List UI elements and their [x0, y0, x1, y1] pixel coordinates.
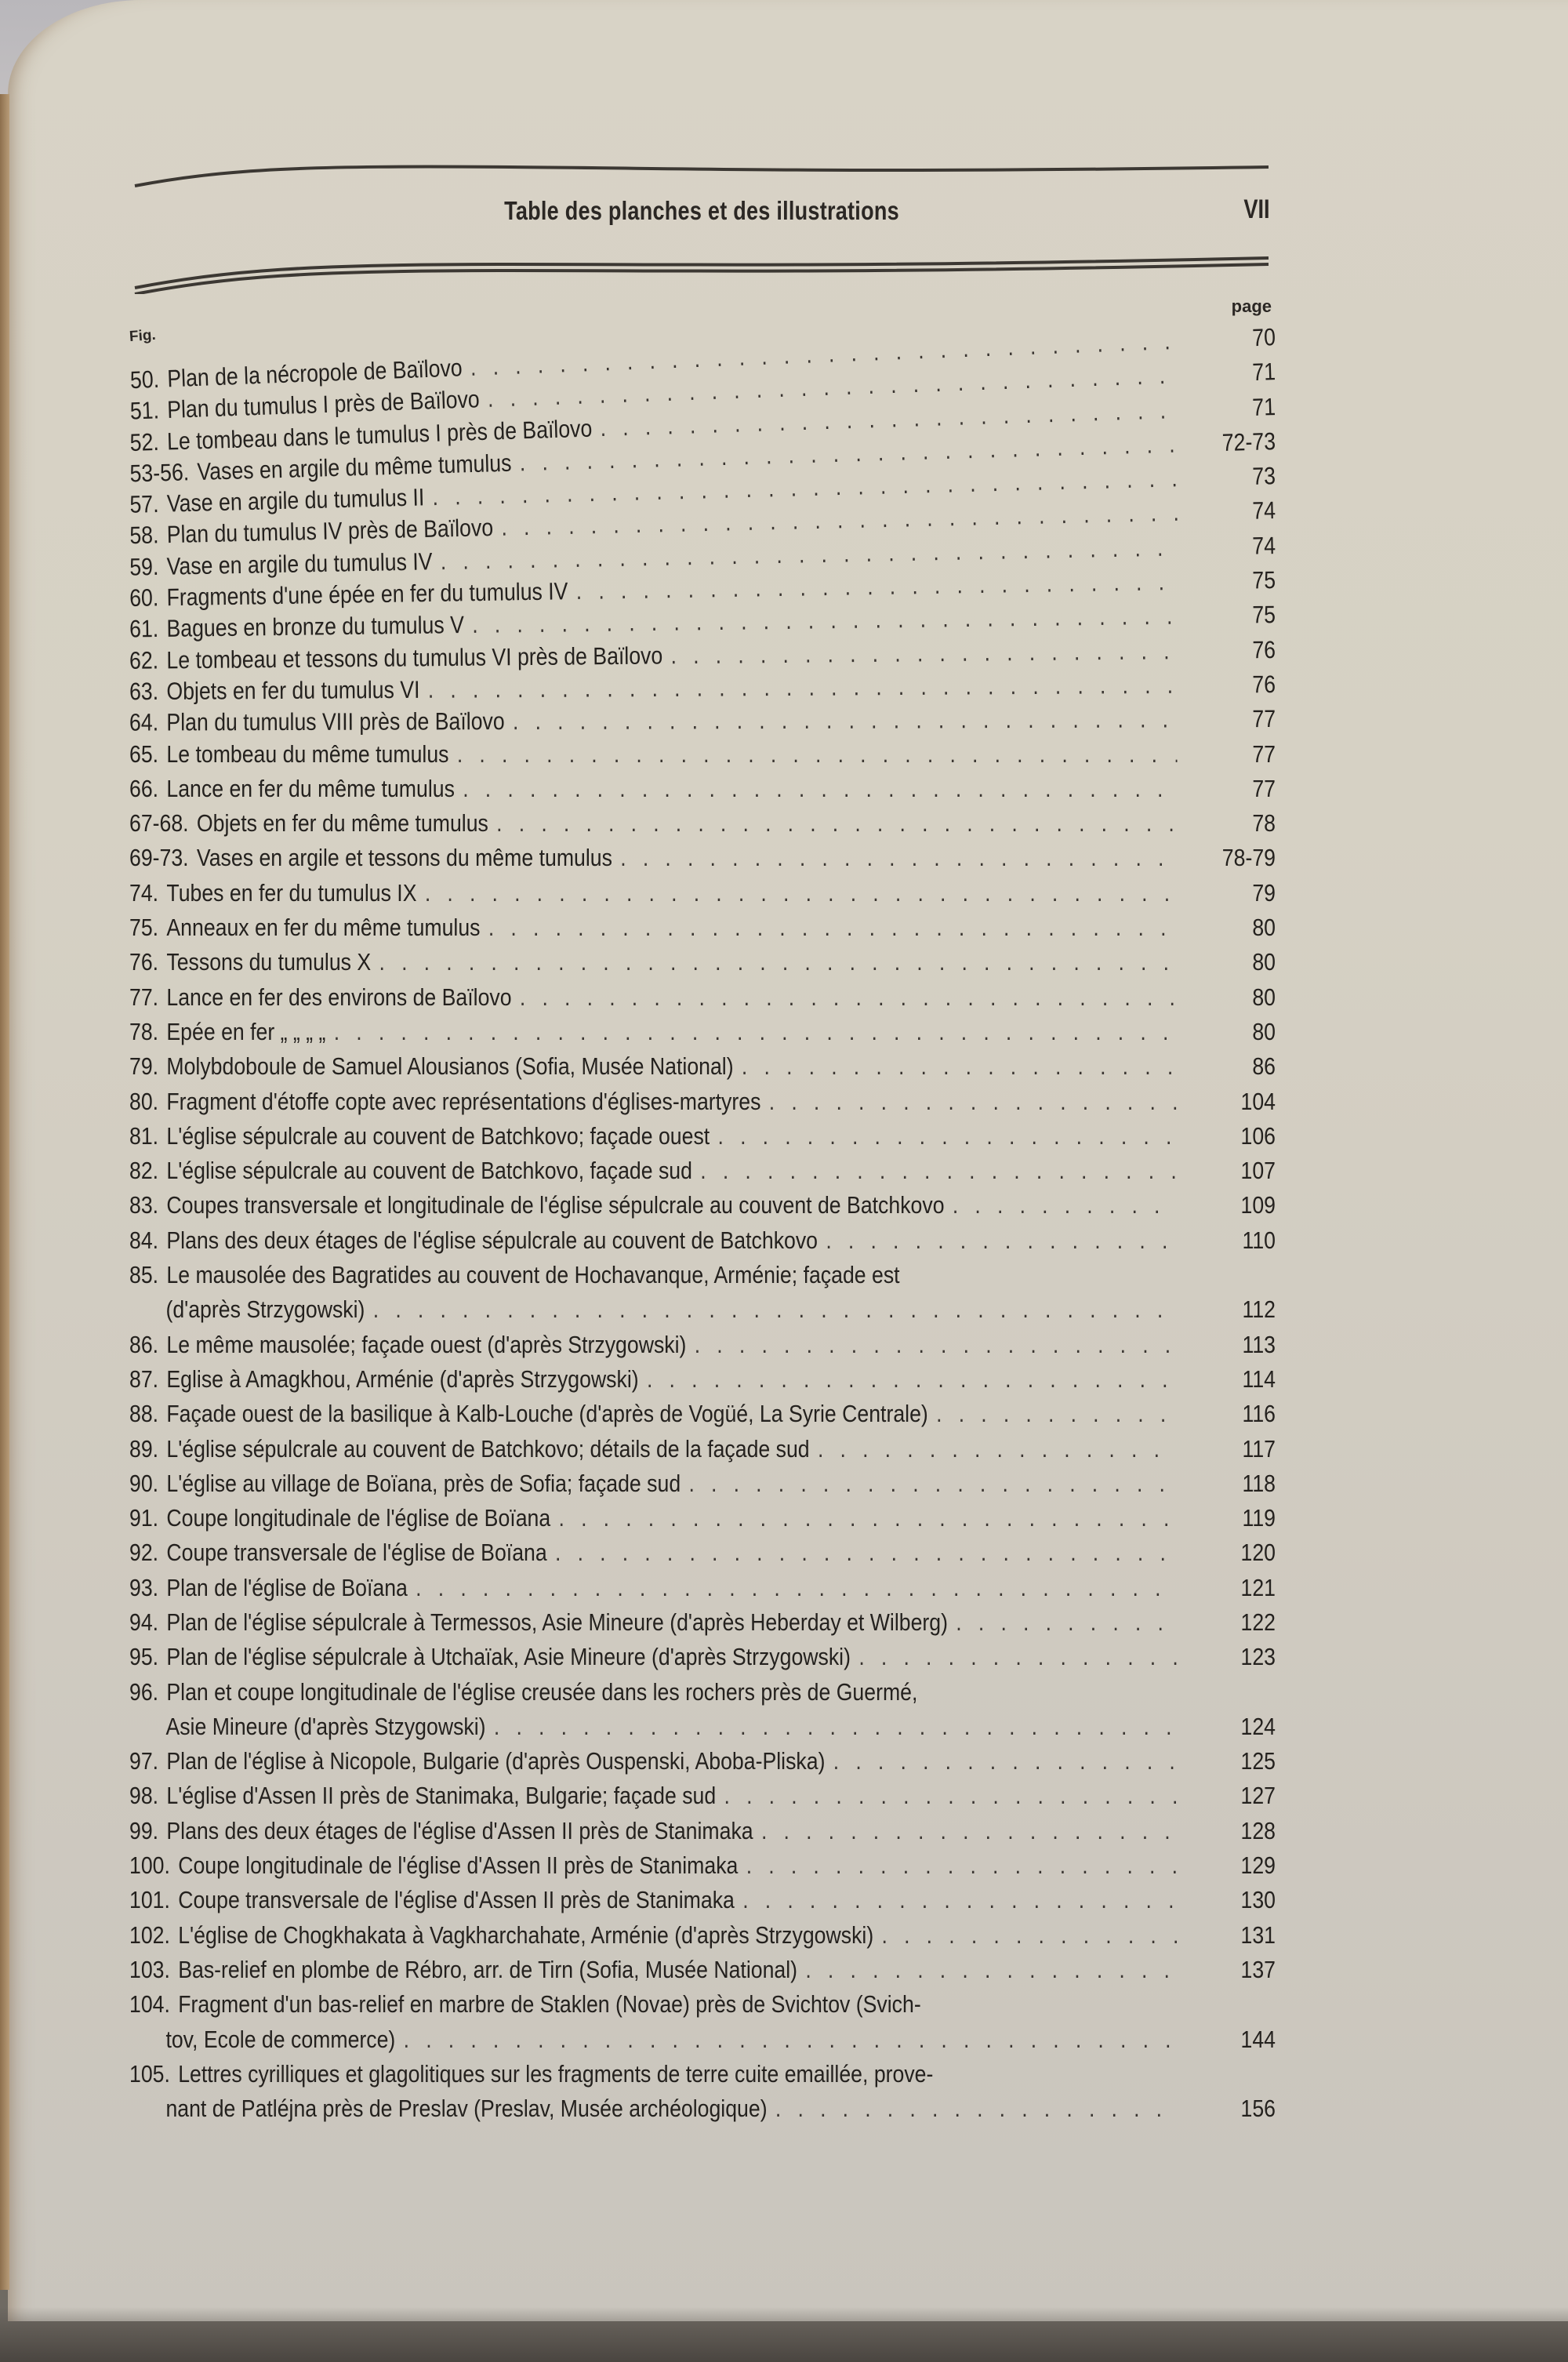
figure-number: 88. — [129, 1400, 159, 1428]
figure-caption: Coupe longitudinale de l'église de Boïana — [166, 1504, 551, 1532]
figure-entry — [129, 1466, 1278, 1501]
figure-page-number: 80 — [1252, 914, 1276, 942]
figure-caption: Coupe transversale de l'église de Boïana — [166, 1539, 547, 1567]
figure-number: 91. — [129, 1504, 159, 1532]
figure-entry — [129, 1848, 1278, 1883]
dot-leader — [833, 1744, 1178, 1779]
figure-entry — [129, 1397, 1278, 1431]
figure-caption: Le même mausolée; façade ouest (d'après Strzygowski) — [166, 1330, 687, 1358]
figure-caption: L'église de Chogkhakata à Vagkharchahate, Arménie (d'après Strzygowski) — [178, 1920, 874, 1949]
dot-leader — [742, 1883, 1177, 1917]
page-number: VII — [1243, 194, 1270, 224]
fig-column-label: Fig. — [129, 326, 157, 346]
figure-number: 89. — [129, 1434, 159, 1463]
dot-leader — [775, 2091, 1178, 2126]
figure-number: 60. — [129, 583, 159, 612]
figure-caption: Vase en argile du tumulus II — [166, 483, 425, 518]
dot-leader — [463, 772, 1177, 806]
dot-leader — [805, 1953, 1177, 1987]
figure-page-number: 120 — [1240, 1539, 1276, 1567]
figure-entry — [129, 1362, 1278, 1397]
figure-caption: Le tombeau et tessons du tumulus VI près de Baïlovo — [166, 641, 663, 674]
figure-number: 66. — [129, 774, 159, 802]
dot-leader — [379, 945, 1178, 979]
dot-leader — [559, 1501, 1178, 1535]
entry-row — [129, 1466, 1276, 1501]
entry-row — [129, 1397, 1276, 1431]
figure-page-number: 119 — [1242, 1504, 1276, 1532]
figure-number: 105. — [129, 2059, 170, 2088]
figure-caption: Plan du tumulus IV près de Baïlovo — [166, 514, 494, 549]
figure-entry — [129, 910, 1278, 945]
entries-list — [129, 320, 1278, 2126]
figure-entry — [129, 1883, 1278, 1917]
entry-row — [129, 1953, 1276, 1987]
figure-entry — [129, 1154, 1278, 1188]
figure-entry — [129, 841, 1278, 875]
figure-number: 65. — [129, 739, 159, 768]
figure-entry — [129, 1049, 1278, 1084]
figure-caption: Le tombeau dans le tumulus I près de Baïlovo — [166, 414, 593, 456]
running-title: Table des planches et des illustrations — [504, 196, 899, 225]
entry-row — [129, 772, 1276, 806]
figure-page-number: 74 — [1251, 496, 1276, 525]
dot-leader — [826, 1223, 1177, 1258]
page-bottom-shadow — [0, 2307, 1568, 2362]
dot-leader — [404, 2022, 1178, 2057]
entry-row — [129, 1188, 1276, 1223]
figure-page-number: 77 — [1252, 739, 1276, 768]
figure-number: 94. — [129, 1608, 159, 1636]
figure-page-number: 156 — [1240, 2095, 1276, 2123]
entry-row — [129, 1779, 1276, 1813]
dot-leader — [494, 1710, 1178, 1744]
entry-row — [129, 1015, 1276, 1049]
dot-leader — [746, 1848, 1178, 1883]
figure-page-number: 144 — [1240, 2025, 1276, 2053]
figure-entry — [129, 1918, 1278, 1953]
figure-number: 92. — [129, 1539, 159, 1567]
figure-caption: Plans des deux étages de l'église sépulcrale au couvent de Batchkovo — [166, 1226, 818, 1254]
entry-row — [129, 1119, 1276, 1154]
figure-page-number: 75 — [1252, 566, 1276, 594]
dot-leader — [620, 841, 1177, 875]
figure-page-number: 125 — [1240, 1747, 1276, 1775]
figure-page-number: 72-73 — [1221, 427, 1276, 456]
figure-caption-continued: (d'après Strzygowski) — [165, 1295, 365, 1324]
header-rule-top — [133, 161, 1270, 192]
figure-number: 63. — [129, 677, 159, 706]
figure-page-number: 78 — [1252, 809, 1276, 838]
dot-leader — [488, 910, 1178, 945]
figure-entry — [129, 876, 1278, 910]
figure-caption: Le mausolée des Bagratides au couvent de Hochavanque, Arménie; façade est — [166, 1261, 900, 1289]
figure-page-number: 80 — [1252, 1017, 1276, 1045]
figure-number: 81. — [129, 1121, 159, 1150]
dot-leader — [769, 1085, 1178, 1119]
figure-page-number: 77 — [1252, 774, 1276, 802]
figure-page-number: 129 — [1240, 1851, 1276, 1880]
figure-page-number: 117 — [1242, 1434, 1276, 1463]
entry-row-first-line — [129, 1675, 1276, 1710]
figure-number: 100. — [129, 1851, 170, 1880]
figure-page-number: 76 — [1252, 635, 1276, 663]
entry-row — [129, 702, 1276, 740]
figure-number: 101. — [129, 1886, 170, 1914]
entry-row — [129, 1918, 1276, 1953]
figure-caption: Plans des deux étages de l'église d'Assen II près de Stanimaka — [166, 1816, 753, 1844]
figure-number: 61. — [129, 615, 159, 643]
entry-row — [129, 1501, 1276, 1535]
figure-caption: L'église sépulcrale au couvent de Batchkovo; façade ouest — [166, 1121, 710, 1150]
figure-number: 57. — [129, 490, 159, 518]
page-column-label: page — [1231, 296, 1272, 316]
figure-entry — [129, 1188, 1278, 1223]
running-head — [133, 196, 1270, 235]
figure-page-number: 130 — [1240, 1886, 1276, 1914]
dot-leader — [953, 1188, 1178, 1223]
figure-number: 59. — [129, 552, 159, 581]
figure-page-number: 106 — [1240, 1121, 1276, 1150]
figure-number: 79. — [129, 1052, 159, 1081]
figure-number: 87. — [129, 1365, 159, 1393]
figure-caption: Plan du tumulus I près de Baïlovo — [166, 385, 481, 424]
figure-page-number: 71 — [1251, 392, 1276, 421]
dot-leader — [647, 1362, 1177, 1397]
figure-entry — [129, 980, 1278, 1015]
figure-caption: Objets en fer du tumulus VI — [166, 675, 420, 705]
figure-page-number: 113 — [1242, 1330, 1276, 1358]
figure-page-number: 131 — [1240, 1920, 1276, 1949]
figure-page-number: 121 — [1240, 1573, 1276, 1601]
entry-row — [129, 1085, 1276, 1119]
figure-entry — [129, 1814, 1278, 1848]
figure-number: 52. — [129, 427, 160, 456]
figure-number: 76. — [129, 948, 159, 976]
entry-row — [129, 1362, 1276, 1397]
entry-row — [129, 806, 1276, 841]
entry-row — [129, 1223, 1276, 1258]
dot-leader — [882, 1918, 1178, 1953]
figure-page-number: 76 — [1252, 670, 1276, 699]
figure-number: 103. — [129, 1955, 170, 1983]
figure-page-number: 104 — [1240, 1087, 1276, 1115]
figure-entry — [129, 1605, 1278, 1640]
dot-leader — [688, 1466, 1177, 1501]
figure-page-number: 77 — [1252, 705, 1276, 733]
figure-caption-continued: Asie Mineure (d'après Stzygowski) — [165, 1712, 486, 1740]
figure-number: 83. — [129, 1191, 159, 1219]
figure-caption: Plan de l'église sépulcrale à Termessos, Asie Mineure (d'après Heberday et Wilberg) — [166, 1608, 948, 1636]
dot-leader — [717, 1119, 1177, 1154]
figure-caption: Plan de la nécropole de Baïlovo — [166, 354, 463, 393]
dot-leader — [520, 980, 1178, 1015]
figure-number: 90. — [129, 1469, 159, 1497]
dot-leader — [555, 1535, 1177, 1570]
figure-entry — [129, 1744, 1278, 1779]
figure-caption: Bas-relief en plombe de Rébro, arr. de Tirn (Sofia, Musée National) — [178, 1955, 798, 1983]
header-rule-double — [133, 247, 1270, 278]
figure-number: 64. — [129, 708, 159, 736]
entry-row-first-line — [129, 1987, 1276, 2022]
figure-number: 74. — [129, 878, 159, 907]
page-gutter-edge — [0, 94, 9, 2290]
figure-caption: L'église d'Assen II près de Stanimaka, Bulgarie; façade sud — [166, 1782, 717, 1810]
figure-number: 58. — [129, 521, 159, 550]
figure-caption: Vases en argile du même tumulus — [196, 449, 512, 485]
figure-caption: Fragment d'un bas-relief en marbre de Staklen (Novae) près de Svichtov (Svich- — [178, 1990, 921, 2019]
figure-entry — [129, 2057, 1278, 2127]
entry-row — [129, 841, 1276, 875]
dot-leader — [818, 1432, 1177, 1466]
figure-number: 95. — [129, 1643, 159, 1671]
figure-caption: L'église sépulcrale au couvent de Batchkovo, façade sud — [166, 1157, 692, 1185]
figure-entry — [129, 702, 1278, 740]
figure-number: 104. — [129, 1990, 170, 2019]
figure-entry — [129, 1779, 1278, 1813]
figure-entry — [129, 1223, 1278, 1258]
figure-number: 102. — [129, 1920, 170, 1949]
figure-caption: Fragment d'étoffe copte avec représentations d'églises-martyres — [166, 1087, 761, 1115]
entry-row-continuation — [129, 1710, 1276, 1744]
figure-caption: Lettres cyrilliques et glagolitiques sur les fragments de terre cuite emaillée, prove- — [178, 2059, 934, 2088]
entry-row-continuation — [129, 1292, 1276, 1327]
figure-entry — [129, 1987, 1278, 2057]
figure-number: 67-68. — [129, 809, 189, 838]
figure-page-number: 123 — [1240, 1643, 1276, 1671]
figure-page-number: 75 — [1252, 601, 1276, 629]
figure-entry — [129, 772, 1278, 806]
dot-leader — [724, 1779, 1178, 1813]
figure-caption: Le tombeau du même tumulus — [166, 739, 449, 768]
entry-row — [129, 1432, 1276, 1466]
figure-caption: Coupes transversale et longitudinale de l'église sépulcrale au couvent de Batchkovo — [166, 1191, 945, 1219]
entry-row — [129, 945, 1276, 979]
dot-leader — [761, 1814, 1177, 1848]
entry-row — [129, 1640, 1276, 1674]
figure-number: 82. — [129, 1157, 159, 1185]
figure-page-number: 80 — [1252, 983, 1276, 1011]
entry-row — [129, 1744, 1276, 1779]
figure-page-number: 86 — [1252, 1052, 1276, 1081]
figure-caption: Plan et coupe longitudinale de l'église creusée dans les rochers près de Guermé, — [166, 1677, 918, 1706]
entry-row — [129, 1535, 1276, 1570]
entry-row — [129, 876, 1276, 910]
figure-caption: Lance en fer des environs de Baïlovo — [166, 983, 512, 1011]
figure-caption: Coupe transversale de l'église d'Assen II près de Stanimaka — [178, 1886, 735, 1914]
dot-leader — [936, 1397, 1177, 1431]
figure-page-number: 114 — [1242, 1365, 1276, 1393]
figure-entry — [129, 1571, 1278, 1605]
figure-number: 97. — [129, 1747, 159, 1775]
figure-page-number: 109 — [1240, 1191, 1276, 1219]
dot-leader — [956, 1605, 1177, 1640]
figure-entry — [129, 1501, 1278, 1535]
figure-entry — [129, 737, 1278, 772]
figure-caption: Plan de l'église de Boïana — [166, 1573, 408, 1601]
dot-leader — [428, 668, 1178, 707]
figure-page-number: 80 — [1252, 948, 1276, 976]
figure-entry — [129, 1432, 1278, 1466]
figure-number: 99. — [129, 1816, 159, 1844]
figure-number: 85. — [129, 1261, 159, 1289]
entry-row — [129, 910, 1276, 945]
entry-row-continuation — [129, 2022, 1276, 2057]
figure-page-number: 127 — [1240, 1782, 1276, 1810]
figure-page-number: 118 — [1242, 1469, 1276, 1497]
entry-row-first-line — [129, 2057, 1276, 2091]
figure-caption: Tubes en fer du tumulus IX — [166, 878, 417, 907]
dot-leader — [425, 876, 1178, 910]
figure-number: 50. — [129, 365, 160, 394]
figure-entry — [129, 1675, 1278, 1745]
figure-number: 75. — [129, 914, 159, 942]
figure-caption: Vases en argile et tessons du même tumulus — [196, 844, 612, 872]
dot-leader — [416, 1571, 1177, 1605]
figure-page-number: 122 — [1240, 1608, 1276, 1636]
figure-caption: L'église au village de Boïana, près de Sofia; façade sud — [166, 1469, 681, 1497]
figure-page-number: 78-79 — [1221, 844, 1276, 872]
figure-page-number: 124 — [1240, 1712, 1276, 1740]
dot-leader — [700, 1154, 1177, 1188]
entry-row — [129, 1571, 1276, 1605]
figure-caption: Bagues en bronze du tumulus V — [166, 611, 465, 643]
figure-entry — [129, 1258, 1278, 1328]
figure-entry — [129, 1535, 1278, 1570]
dot-leader — [373, 1292, 1178, 1327]
figure-number: 53-56. — [129, 458, 190, 488]
figure-caption: Epée en fer „ „ „ „ — [166, 1017, 326, 1045]
figure-caption: L'église sépulcrale au couvent de Batchkovo; détails de la façade sud — [166, 1434, 810, 1463]
entry-row — [129, 737, 1276, 772]
dot-leader — [496, 806, 1177, 841]
figure-caption-continued: tov, Ecole de commerce) — [165, 2025, 396, 2053]
figure-caption: Lance en fer du même tumulus — [166, 774, 455, 802]
figure-page-number: 137 — [1240, 1955, 1276, 1983]
figure-number: 86. — [129, 1330, 159, 1358]
figure-caption: Fragments d'une épée en fer du tumulus IV — [166, 577, 568, 612]
dot-leader — [457, 737, 1178, 772]
figure-page-number: 107 — [1240, 1157, 1276, 1185]
figure-list — [129, 296, 1278, 2126]
dot-leader — [858, 1640, 1177, 1674]
figure-entry — [129, 1640, 1278, 1674]
entry-row — [129, 1814, 1276, 1848]
figure-caption: Anneaux en fer du même tumulus — [166, 914, 481, 942]
dot-leader — [334, 1015, 1178, 1049]
figure-page-number: 116 — [1242, 1400, 1276, 1428]
figure-entry — [129, 1328, 1278, 1362]
figure-entry — [129, 945, 1278, 979]
figure-number: 62. — [129, 646, 159, 674]
figure-entry — [129, 1953, 1278, 1987]
figure-number: 96. — [129, 1677, 159, 1706]
figure-caption: Façade ouest de la basilique à Kalb-Louche (d'après de Vogüé, La Syrie Centrale) — [166, 1400, 928, 1428]
figure-number: 78. — [129, 1017, 159, 1045]
figure-number: 93. — [129, 1573, 159, 1601]
entry-row-first-line — [129, 1258, 1276, 1292]
figure-entry — [129, 1085, 1278, 1119]
figure-caption: Objets en fer du même tumulus — [196, 809, 488, 838]
entry-row — [129, 980, 1276, 1015]
dot-leader — [695, 1328, 1178, 1362]
figure-caption: Tessons du tumulus X — [166, 948, 372, 976]
figure-page-number: 74 — [1252, 531, 1276, 560]
figure-caption: Eglise à Amagkhou, Arménie (d'après Strzygowski) — [166, 1365, 639, 1393]
entry-row — [129, 1883, 1276, 1917]
figure-number: 69-73. — [129, 844, 189, 872]
entry-row-continuation — [129, 2091, 1276, 2126]
figure-caption: Vase en argile du tumulus IV — [166, 547, 433, 580]
figure-entry — [129, 1119, 1278, 1154]
figure-caption: Molybdoboule de Samuel Alousianos (Sofia, Musée National) — [166, 1052, 734, 1081]
figure-page-number: 112 — [1242, 1295, 1276, 1324]
figure-page-number: 73 — [1251, 462, 1276, 491]
entry-row — [129, 1605, 1276, 1640]
figure-number: 84. — [129, 1226, 159, 1254]
dot-leader — [742, 1049, 1178, 1084]
entry-row — [129, 1328, 1276, 1362]
figure-page-number: 70 — [1251, 323, 1276, 352]
figure-caption-continued: nant de Patléjna près de Preslav (Preslav, Musée archéologique) — [165, 2095, 768, 2123]
dot-leader — [513, 703, 1178, 739]
figure-page-number: 79 — [1252, 878, 1276, 907]
figure-number: 77. — [129, 983, 159, 1011]
entry-row — [129, 1848, 1276, 1883]
figure-page-number: 71 — [1251, 358, 1276, 387]
figure-page-number: 128 — [1240, 1816, 1276, 1844]
entry-row — [129, 1154, 1276, 1188]
figure-page-number: 110 — [1242, 1226, 1276, 1254]
figure-entry — [129, 806, 1278, 841]
figure-caption: Coupe longitudinale de l'église d'Assen II près de Stanimaka — [178, 1851, 739, 1880]
figure-caption: Plan de l'église à Nicopole, Bulgarie (d'après Ouspenski, Aboba-Pliska) — [166, 1747, 826, 1775]
figure-entry — [129, 1015, 1278, 1049]
entry-row — [129, 1049, 1276, 1084]
figure-number: 80. — [129, 1087, 159, 1115]
figure-number: 98. — [129, 1782, 159, 1810]
dot-leader — [670, 634, 1177, 673]
figure-caption: Plan du tumulus VIII près de Baïlovo — [166, 707, 505, 736]
figure-caption: Plan de l'église sépulcrale à Utchaïak, Asie Mineure (d'après Strzygowski) — [166, 1643, 851, 1671]
figure-number: 51. — [129, 396, 160, 425]
